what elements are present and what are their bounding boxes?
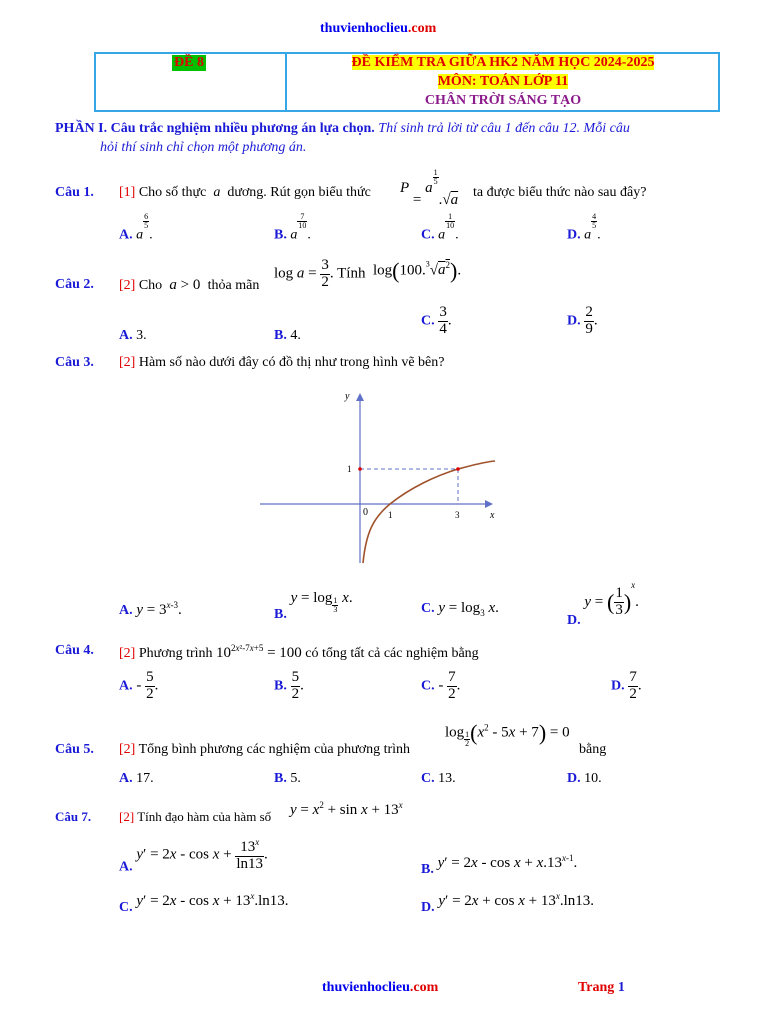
point-y1 (358, 467, 362, 471)
site-tld: .com (407, 21, 437, 36)
exam-title: ĐỀ KIỂM TRA GIỮA HK2 NĂM HỌC 2024-2025 (351, 55, 655, 70)
q5-label: Câu 5. (55, 742, 94, 757)
q1-text-end: ta được biểu thức nào sau đây? (473, 185, 647, 200)
q2-condition: log a = $\frac{3}{2}$ . Tính (274, 257, 366, 290)
q7-text: [2] Tính đạo hàm của hàm số (119, 809, 272, 824)
site-header (320, 21, 436, 37)
q1-option-d[interactable]: D. a $\frac{4}{5}$ . (567, 212, 601, 243)
x-axis-label: x (490, 510, 495, 521)
q1-option-a[interactable]: A. a $\frac{6}{5}$ . (119, 212, 153, 243)
q4-text: [2] Phương trình $10^{2x^2-7x+5} = 100$ có tổng tất cả các nghiệm bằng (119, 643, 479, 661)
q2-text: [2] Cho a > 0 thỏa mãn (119, 277, 260, 293)
q7-label: Câu 7. (55, 809, 92, 824)
q5-equation: log $\frac{1}{2}$ $(x^2 - 5x + 7) = 0$ (445, 720, 570, 749)
exam-textbook: CHÂN TRỜI SÁNG TẠO (424, 93, 582, 108)
footer-site-name: thuvienhoclieu (322, 980, 410, 995)
q7-option-d[interactable]: D. $y' = 2x + \cos x + 13^x.\ln 13$. (421, 891, 594, 915)
q7-option-b[interactable]: B. $y' = 2x - \cos x + x.13^{x-1}$. (421, 853, 578, 877)
q5-option-b[interactable]: B. 5. (274, 771, 301, 786)
q2-option-d[interactable]: D. $\frac{2}{9}$ . (567, 304, 598, 337)
q4-option-c[interactable]: C. - $\frac{7}{2}$ . (421, 669, 461, 702)
q5-text: [2] Tổng bình phương các nghiệm của phương trình (119, 742, 411, 757)
footer-site (322, 980, 438, 996)
part1-instruction: hỏi thí sinh chỉ chọn một phương án. (100, 140, 307, 155)
q3-option-c[interactable]: C. $y = \log_3 x$. (421, 600, 499, 618)
log-function-graph (255, 388, 505, 568)
q2-option-b[interactable]: B. 4. (274, 328, 301, 343)
x-axis-arrow (485, 500, 493, 508)
q7-function: $y = x^2 + \sin x + 13^x$ (290, 800, 403, 818)
q2-expression: $\log(100.^3√a^2)$. (373, 258, 462, 283)
q1-text: [1] Cho số thực a dương. Rút gọn biểu thức (119, 185, 371, 200)
q7-option-c[interactable]: C. $y' = 2x - \cos x + 13^x.\ln 13$. (119, 891, 289, 915)
q4-option-a[interactable]: A. - $\frac{5}{2}$ . (119, 669, 159, 702)
q5-option-c[interactable]: C. 13. (421, 771, 456, 786)
site-name: thuvienhoclieu (320, 21, 408, 36)
q3-option-a[interactable]: A. $y = 3^{x-3}$. (119, 600, 182, 618)
exam-code: ĐỀ 8 (174, 55, 204, 70)
q5-option-a[interactable]: A. 17. (119, 771, 154, 786)
point-3-1 (456, 467, 460, 471)
q3-option-b[interactable]: B. y = log $\frac{1}{3}$ x. (274, 590, 353, 622)
q4-option-b[interactable]: B. $\frac{5}{2}$ . (274, 669, 304, 702)
y-axis-arrow (356, 393, 364, 401)
q4-option-d[interactable]: D. $\frac{7}{2}$ . (611, 669, 642, 702)
origin-label: 0 (363, 507, 368, 518)
q3-text: [2] Hàm số nào dưới đây có đồ thị như trong hình vẽ bên? (119, 355, 445, 370)
q2-label: Câu 2. (55, 277, 94, 292)
part1-heading: PHẦN I. Câu trắc nghiệm nhiều phương án lựa chọn. Thí sinh trả lời từ câu 1 đến câu 12. Mỗi câu (55, 121, 630, 136)
q1-label: Câu 1. (55, 185, 94, 200)
q5-text-end: bằng (579, 742, 607, 757)
q7-option-a[interactable]: A. y′ = 2x - cos x + $\frac{13^x}{\ln 13}$ . (119, 837, 268, 875)
q4-label: Câu 4. (55, 643, 94, 658)
q2-option-a[interactable]: A. 3. (119, 328, 147, 343)
q1-expression: P = a $\frac{1}{5}$ .√a (400, 167, 459, 208)
tick-x1: 1 (388, 510, 393, 520)
exam-subject: MÔN: TOÁN LỚP 11 (437, 74, 569, 89)
footer-site-tld: .com (409, 980, 439, 995)
q3-label: Câu 3. (55, 355, 94, 370)
q3-option-d[interactable]: D. y = ( $\frac{1}{3}$ )$^x$. (567, 580, 639, 628)
tick-y1: 1 (347, 464, 352, 474)
page-number: Trang 1 (578, 980, 625, 995)
y-axis-label: y (345, 391, 350, 402)
q1-option-b[interactable]: B. a $\frac{7}{10}$ . (274, 212, 311, 243)
q1-option-c[interactable]: C. a $\frac{1}{10}$ . (421, 212, 459, 243)
q2-option-c[interactable]: C. $\frac{3}{4}$ . (421, 304, 452, 337)
function-curve (363, 461, 495, 563)
tick-x3: 3 (455, 510, 460, 520)
q5-option-d[interactable]: D. 10. (567, 771, 602, 786)
